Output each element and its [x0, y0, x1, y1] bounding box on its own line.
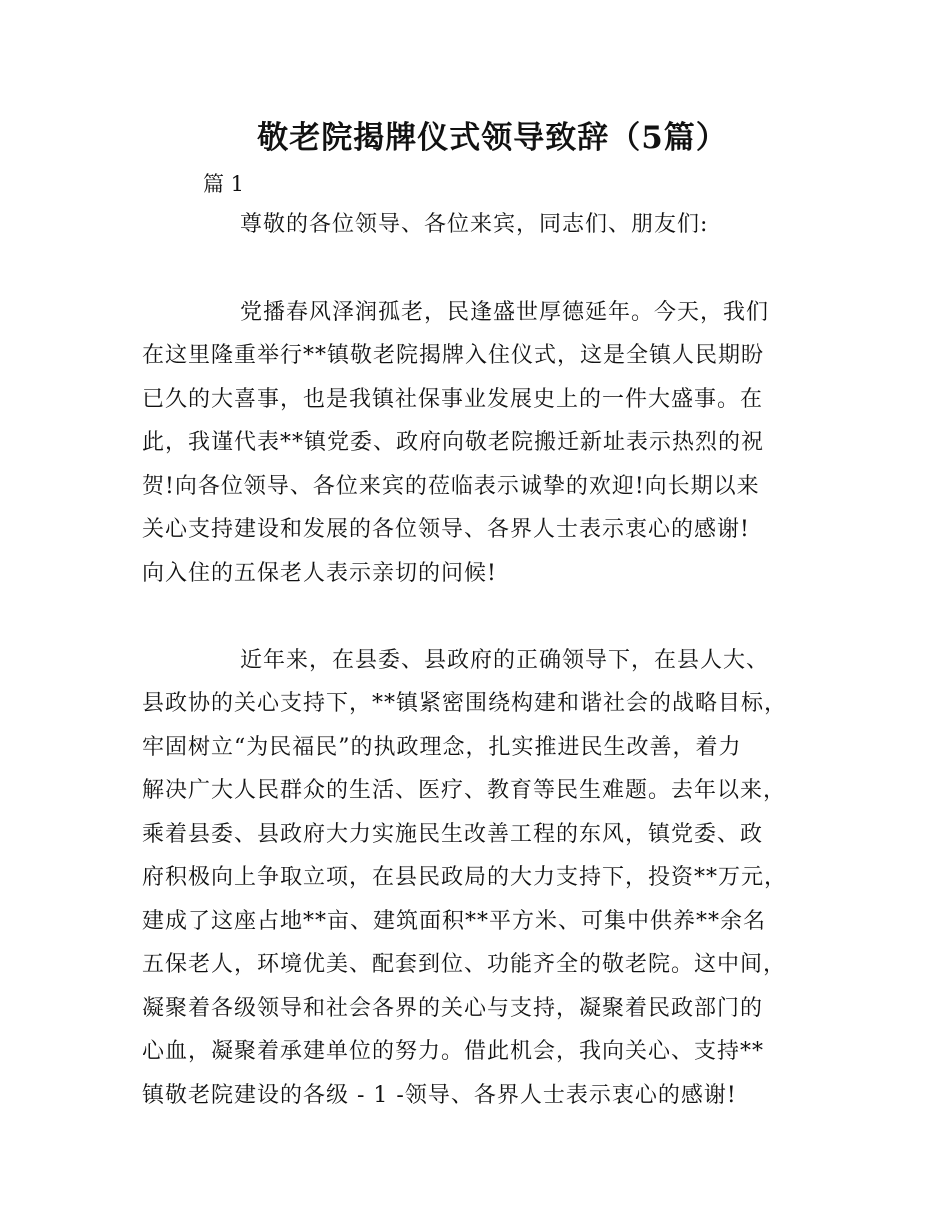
- section-label: 篇 1: [203, 172, 245, 196]
- paragraph-line: 心血，凝聚着承建单位的努力。借此机会，我向关心、支持**: [142, 1039, 765, 1064]
- paragraph-line: 已久的大喜事，也是我镇社保事业发展史上的一件大盛事。在: [142, 387, 764, 412]
- document-title: 敬老院揭牌仪式领导致辞（5篇）: [257, 120, 728, 156]
- salutation-line: 尊敬的各位领导、各位来宾，同志们、朋友们:: [240, 212, 709, 237]
- paragraph-line: 此，我谨代表**镇党委、政府向敬老院搬迁新址表示热烈的祝: [142, 430, 765, 455]
- paragraph-line: 党播春风泽润孤老，民逢盛世厚德延年。今天，我们: [240, 300, 770, 325]
- paragraph-line: 贺!向各位领导、各位来宾的莅临表示诚挚的欢迎!向长期以来: [142, 474, 760, 499]
- paragraph-line: 牢固树立“为民福民”的执政理念，扎实推进民生改善，着力: [142, 735, 742, 760]
- paragraph-line: 近年来，在县委、县政府的正确领导下，在县人大、: [240, 648, 770, 673]
- paragraph-line: 镇敬老院建设的各级 - 1 -领导、各界人士表示衷心的感谢!: [142, 1083, 737, 1108]
- paragraph-line: 关心支持建设和发展的各位领导、各界人士表示衷心的感谢!: [142, 517, 750, 542]
- paragraph-line: 乘着县委、县政府大力实施民生改善工程的东风，镇党委、政: [142, 822, 764, 847]
- paragraph-line: 县政协的关心支持下，**镇紧密围绕构建和谐社会的战略目标，: [142, 691, 788, 716]
- paragraph-line: 凝聚着各级领导和社会各界的关心与支持，凝聚着民政部门的: [142, 996, 764, 1021]
- paragraph-line: 府积极向上争取立项，在县民政局的大力支持下，投资**万元，: [142, 865, 788, 890]
- paragraph-line: 解决广大人民群众的生活、医疗、教育等民生难题。去年以来，: [142, 778, 787, 803]
- paragraph-line: 建成了这座占地**亩、建筑面积**平方米、可集中供养**余名: [142, 909, 767, 934]
- paragraph-line: 向入住的五保老人表示亲切的问候!: [142, 561, 497, 586]
- paragraph-line: 在这里隆重举行**镇敬老院揭牌入住仪式，这是全镇人民期盼: [142, 343, 765, 368]
- paragraph-line: 五保老人，环境优美、配套到位、功能齐全的敬老院。这中间，: [142, 952, 787, 977]
